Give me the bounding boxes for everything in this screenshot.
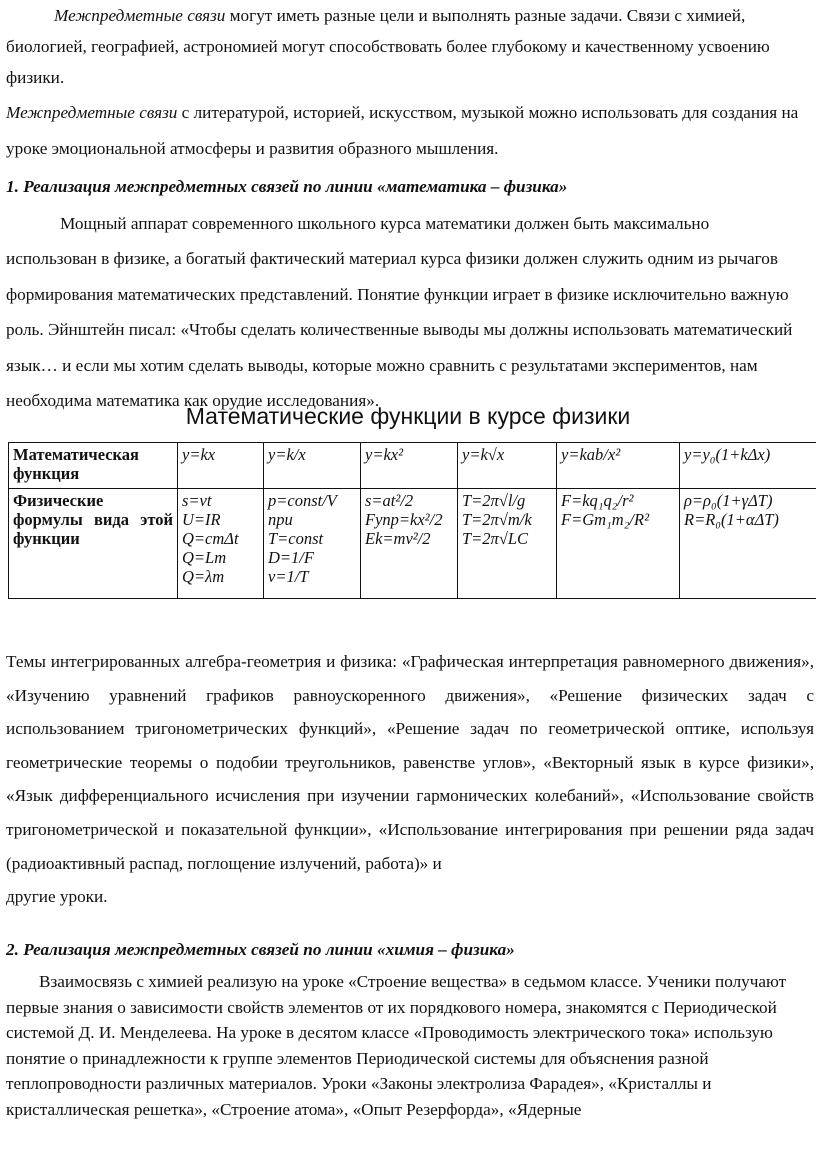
formula: при (268, 510, 293, 529)
formula: T=2π√l/g (462, 491, 526, 510)
function-cell (264, 443, 361, 489)
formula: s=vt (182, 491, 212, 510)
formula: D=1/F (268, 548, 314, 567)
formula-cell (264, 489, 361, 599)
intro-paragraph-1-lead: Межпредметные связи (54, 6, 226, 25)
table-row-functions (9, 443, 816, 489)
function-cell (361, 443, 458, 489)
table-title: Математические функции в курсе физики (185, 403, 631, 429)
intro-paragraph-1 (6, 0, 806, 93)
function-text: y=k/x (268, 445, 306, 464)
function-text: y=kx (182, 445, 216, 464)
table-row-formulas (9, 489, 816, 599)
function-cell (680, 443, 816, 489)
formula-cell (361, 489, 458, 599)
formula: T=2π√m/k (462, 510, 532, 529)
themes-paragraph (6, 645, 814, 914)
function-text: y=kx² (365, 445, 404, 464)
function-text: y=k√x (462, 445, 505, 464)
formula: ν=1/T (268, 567, 309, 586)
section-1-paragraph-text: Мощный аппарат современного школьного курса математики должен быть максимально использован в физике, а богатый фактический материал курса физики должен служить одним из рычагов формирования математических представлений. Понятие функции играет в физике исключительно важную роль. Эйнштейн писал: «Чтобы сделать количественные выводы мы должны использовать математический язык… и если мы хотим сделать выводы, которые можно сравнить с результатами экспериментов, нам необходима математика как орудие исследования». (6, 214, 793, 411)
formula-cell (458, 489, 557, 599)
section-1-paragraph (6, 206, 804, 418)
intro-paragraph-2-text: с литературой, историей, искусством, музыкой можно использовать для создания на уроке эмоциональной атмосферы и развития образного мышления. (6, 103, 799, 158)
formula: Q=λm (182, 567, 225, 586)
function-cell (178, 443, 264, 489)
functions-table (8, 442, 816, 599)
section-2-heading: 2. Реализация межпредметных связей по линии «химия – физика» (6, 940, 515, 959)
formula: T=const (268, 529, 324, 548)
formula: Q=Lm (182, 548, 227, 567)
themes-paragraph-last-line: другие уроки. (6, 887, 108, 907)
formula: p=const/V (268, 491, 337, 510)
formula: Q=cmΔt (182, 529, 239, 548)
formula: F=kq₁q₂/r² (561, 491, 634, 510)
formula-cell (680, 489, 816, 599)
function-cell (458, 443, 557, 489)
formula: F=Gm₁m₂/R² (561, 510, 650, 529)
intro-paragraph-2-lead: Межпредметные связи (6, 103, 178, 122)
formula: Fупр=kx²/2 (365, 510, 443, 529)
formula-cell (557, 489, 680, 599)
themes-paragraph-text: Темы интегрированных алгебра-геометрия и физика: «Графическая интерпретация равномерного движения», «Изучению уравнений графиков равноускоренного движения», «Решение физических задач с использованием тригонометрических функций», «Решение задач по геометрической оптике, используя геометрические теоремы о подобии треугольников, равенстве углов», «Векторный язык в курсе физики», «Язык дифференциального исчисления при изучении гармонических колебаний», «Использование свойств тригонометрической и показательной функции», «Использование интегрирования при решении ряда задач (радиоактивный распад, поглощение излучений, работа)» и (6, 652, 814, 873)
formula: T=2π√LC (462, 529, 529, 548)
formula: s=at²/2 (365, 491, 414, 510)
section-2-paragraph-text: Взаимосвязь с химией реализую на уроке «Строение вещества» в седьмом классе. Ученики получают первые знания о зависимости свойств элементов от их порядкового номера, знакомятся с Периодической системой Д. И. Менделеева. На уроке в десятом классе «Проводимость электрического тока» использую понятие о принадлежности к группе элементов Периодической системы для объяснения разной теплопроводности различных материалов. Уроки «Законы электролиза Фарадея», «Кристаллы и кристаллическая решетка», «Строение атома», «Опыт Резерфорда», «Ядерные (6, 972, 787, 1119)
formula: Ek=mv²/2 (365, 529, 431, 548)
intro-paragraph-1-text: могут иметь разные цели и выполнять разные задачи. Связи с химией, биологией, географией, астрономией могут способствовать более глубокому и качественному усвоению физики. (6, 6, 770, 87)
function-text: y=y₀(1+kΔx) (684, 445, 771, 464)
function-cell (557, 443, 680, 489)
section-1-heading: 1. Реализация межпредметных связей по линии «математика – физика» (6, 177, 568, 196)
formula-cell (178, 489, 264, 599)
formula: ρ=ρ₀(1+γΔT) (684, 491, 773, 510)
row-header-formulas: Физические формулы вида этой функции (9, 489, 178, 599)
formula: U=IR (182, 510, 221, 529)
intro-paragraph-2 (6, 95, 812, 167)
formula: R=R₀(1+αΔT) (684, 510, 779, 529)
section-2-paragraph (6, 969, 812, 1122)
function-text: y=kab/x² (561, 445, 621, 464)
row-header-function: Математическая функция (9, 443, 178, 489)
